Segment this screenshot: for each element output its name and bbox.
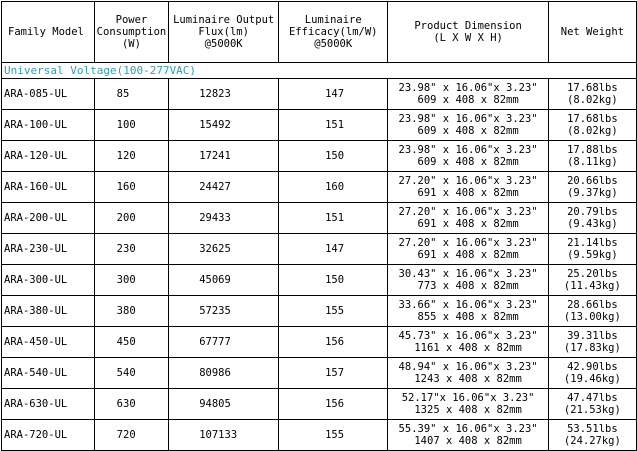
dimension-inches: 30.43" x 16.06"x 3.23" xyxy=(398,268,538,280)
cell-power: 85 xyxy=(94,79,169,110)
cell-weight xyxy=(548,79,636,110)
dimension-inches: 48.94" x 16.06"x 3.23" xyxy=(398,361,538,373)
cell-model: ARA-720-UL xyxy=(2,420,95,451)
cell-dimension xyxy=(388,172,548,203)
table-row xyxy=(2,172,637,203)
cell-model: ARA-100-UL xyxy=(2,110,95,141)
header-row xyxy=(2,2,637,63)
section-label: Universal Voltage(100-277VAC) xyxy=(2,63,637,79)
cell-weight xyxy=(548,327,636,358)
cell-dimension xyxy=(388,358,548,389)
dimension-mm: 691 x 408 x 82mm xyxy=(417,218,519,230)
cell-dimension xyxy=(388,265,548,296)
dimension-inches: 27.20" x 16.06"x 3.23" xyxy=(398,175,538,187)
cell-model: ARA-160-UL xyxy=(2,172,95,203)
table-row xyxy=(2,234,637,265)
weight-kgs: (9.59kg) xyxy=(567,249,618,261)
dimension-mm: 1243 x 408 x 82mm xyxy=(414,373,522,385)
weight-lbs: 28.66lbs xyxy=(567,299,618,311)
dimension-mm: 773 x 408 x 82mm xyxy=(417,280,519,292)
weight-kgs: (24.27kg) xyxy=(563,435,621,447)
cell-flux: 29433 xyxy=(169,203,279,234)
weight-kgs: (9.43kg) xyxy=(567,218,618,230)
weight-kgs: (8.02kg) xyxy=(567,94,618,106)
cell-model: ARA-230-UL xyxy=(2,234,95,265)
header-power: Power Consumption (W) xyxy=(94,2,169,63)
cell-efficacy: 155 xyxy=(279,420,388,451)
header-dimension: Product Dimension (L X W X H) xyxy=(388,2,548,63)
table-row xyxy=(2,358,637,389)
cell-efficacy: 155 xyxy=(279,296,388,327)
dimension-mm: 691 x 408 x 82mm xyxy=(417,187,519,199)
dimension-mm: 855 x 408 x 82mm xyxy=(417,311,519,323)
section-row xyxy=(2,63,637,79)
dimension-mm: 1407 x 408 x 82mm xyxy=(414,435,522,447)
dimension-inches: 23.98" x 16.06"x 3.23" xyxy=(398,144,538,156)
cell-dimension xyxy=(388,389,548,420)
cell-power: 100 xyxy=(94,110,169,141)
header-flux: Luminaire Output Flux(lm) @5000K xyxy=(169,2,279,63)
cell-efficacy: 150 xyxy=(279,141,388,172)
cell-efficacy: 156 xyxy=(279,389,388,420)
cell-power: 200 xyxy=(94,203,169,234)
weight-kgs: (17.83kg) xyxy=(563,342,621,354)
cell-model: ARA-380-UL xyxy=(2,296,95,327)
cell-power: 120 xyxy=(94,141,169,172)
weight-lbs: 53.51lbs xyxy=(567,423,618,435)
dimension-mm: 1161 x 408 x 82mm xyxy=(414,342,522,354)
cell-efficacy: 147 xyxy=(279,234,388,265)
cell-power: 630 xyxy=(94,389,169,420)
cell-dimension xyxy=(388,296,548,327)
cell-weight xyxy=(548,172,636,203)
dimension-inches: 27.20" x 16.06"x 3.23" xyxy=(398,237,538,249)
cell-dimension xyxy=(388,420,548,451)
spec-table xyxy=(1,1,637,451)
cell-weight xyxy=(548,358,636,389)
dimension-mm: 1325 x 408 x 82mm xyxy=(414,404,522,416)
table-row xyxy=(2,141,637,172)
weight-kgs: (8.11kg) xyxy=(567,156,618,168)
weight-lbs: 17.88lbs xyxy=(567,144,618,156)
cell-efficacy: 151 xyxy=(279,203,388,234)
weight-lbs: 25.20lbs xyxy=(567,268,618,280)
cell-flux: 17241 xyxy=(169,141,279,172)
dimension-inches: 33.66" x 16.06"x 3.23" xyxy=(398,299,538,311)
table-row xyxy=(2,420,637,451)
weight-lbs: 21.14lbs xyxy=(567,237,618,249)
dimension-mm: 609 x 408 x 82mm xyxy=(417,94,519,106)
cell-dimension xyxy=(388,203,548,234)
table-row xyxy=(2,296,637,327)
weight-kgs: (8.02kg) xyxy=(567,125,618,137)
weight-kgs: (11.43kg) xyxy=(563,280,621,292)
dimension-mm: 609 x 408 x 82mm xyxy=(417,125,519,137)
cell-dimension xyxy=(388,327,548,358)
cell-model: ARA-200-UL xyxy=(2,203,95,234)
cell-model: ARA-120-UL xyxy=(2,141,95,172)
dimension-inches: 52.17"x 16.06"x 3.23" xyxy=(401,392,535,404)
cell-weight xyxy=(548,389,636,420)
dimension-inches: 23.98" x 16.06"x 3.23" xyxy=(398,82,538,94)
cell-weight xyxy=(548,203,636,234)
dimension-inches: 23.98" x 16.06"x 3.23" xyxy=(398,113,538,125)
weight-lbs: 17.68lbs xyxy=(567,113,618,125)
header-weight: Net Weight xyxy=(548,2,636,63)
cell-dimension xyxy=(388,110,548,141)
cell-dimension xyxy=(388,234,548,265)
cell-flux: 24427 xyxy=(169,172,279,203)
cell-model: ARA-540-UL xyxy=(2,358,95,389)
table-row xyxy=(2,203,637,234)
cell-efficacy: 150 xyxy=(279,265,388,296)
cell-power: 380 xyxy=(94,296,169,327)
weight-kgs: (9.37kg) xyxy=(567,187,618,199)
cell-flux: 80986 xyxy=(169,358,279,389)
cell-power: 160 xyxy=(94,172,169,203)
cell-model: ARA-085-UL xyxy=(2,79,95,110)
weight-kgs: (19.46kg) xyxy=(563,373,621,385)
cell-dimension xyxy=(388,141,548,172)
weight-kgs: (13.00kg) xyxy=(563,311,621,323)
cell-weight xyxy=(548,296,636,327)
cell-dimension xyxy=(388,79,548,110)
cell-weight xyxy=(548,420,636,451)
cell-power: 450 xyxy=(94,327,169,358)
weight-lbs: 42.90lbs xyxy=(567,361,618,373)
header-efficacy: Luminaire Efficacy(lm/W) @5000K xyxy=(279,2,388,63)
cell-efficacy: 147 xyxy=(279,79,388,110)
cell-flux: 67777 xyxy=(169,327,279,358)
weight-lbs: 20.66lbs xyxy=(567,175,618,187)
cell-power: 300 xyxy=(94,265,169,296)
dimension-inches: 45.73" x 16.06"x 3.23" xyxy=(398,330,538,342)
cell-flux: 107133 xyxy=(169,420,279,451)
cell-power: 230 xyxy=(94,234,169,265)
cell-power: 540 xyxy=(94,358,169,389)
cell-weight xyxy=(548,141,636,172)
cell-efficacy: 160 xyxy=(279,172,388,203)
cell-weight xyxy=(548,234,636,265)
cell-efficacy: 157 xyxy=(279,358,388,389)
weight-kgs: (21.53kg) xyxy=(563,404,621,416)
cell-weight xyxy=(548,110,636,141)
cell-flux: 15492 xyxy=(169,110,279,141)
table-row xyxy=(2,327,637,358)
cell-model: ARA-630-UL xyxy=(2,389,95,420)
cell-flux: 32625 xyxy=(169,234,279,265)
weight-lbs: 39.31lbs xyxy=(567,330,618,342)
cell-model: ARA-450-UL xyxy=(2,327,95,358)
weight-lbs: 47.47lbs xyxy=(567,392,618,404)
dimension-inches: 55.39" x 16.06"x 3.23" xyxy=(398,423,538,435)
cell-model: ARA-300-UL xyxy=(2,265,95,296)
dimension-mm: 691 x 408 x 82mm xyxy=(417,249,519,261)
dimension-mm: 609 x 408 x 82mm xyxy=(417,156,519,168)
table-row xyxy=(2,265,637,296)
table-row xyxy=(2,110,637,141)
table-row xyxy=(2,389,637,420)
cell-flux: 12823 xyxy=(169,79,279,110)
cell-flux: 57235 xyxy=(169,296,279,327)
cell-flux: 94805 xyxy=(169,389,279,420)
weight-lbs: 20.79lbs xyxy=(567,206,618,218)
cell-weight xyxy=(548,265,636,296)
cell-efficacy: 156 xyxy=(279,327,388,358)
cell-flux: 45069 xyxy=(169,265,279,296)
weight-lbs: 17.68lbs xyxy=(567,82,618,94)
header-model: Family Model xyxy=(2,2,95,63)
table-row xyxy=(2,79,637,110)
dimension-inches: 27.20" x 16.06"x 3.23" xyxy=(398,206,538,218)
cell-efficacy: 151 xyxy=(279,110,388,141)
cell-power: 720 xyxy=(94,420,169,451)
